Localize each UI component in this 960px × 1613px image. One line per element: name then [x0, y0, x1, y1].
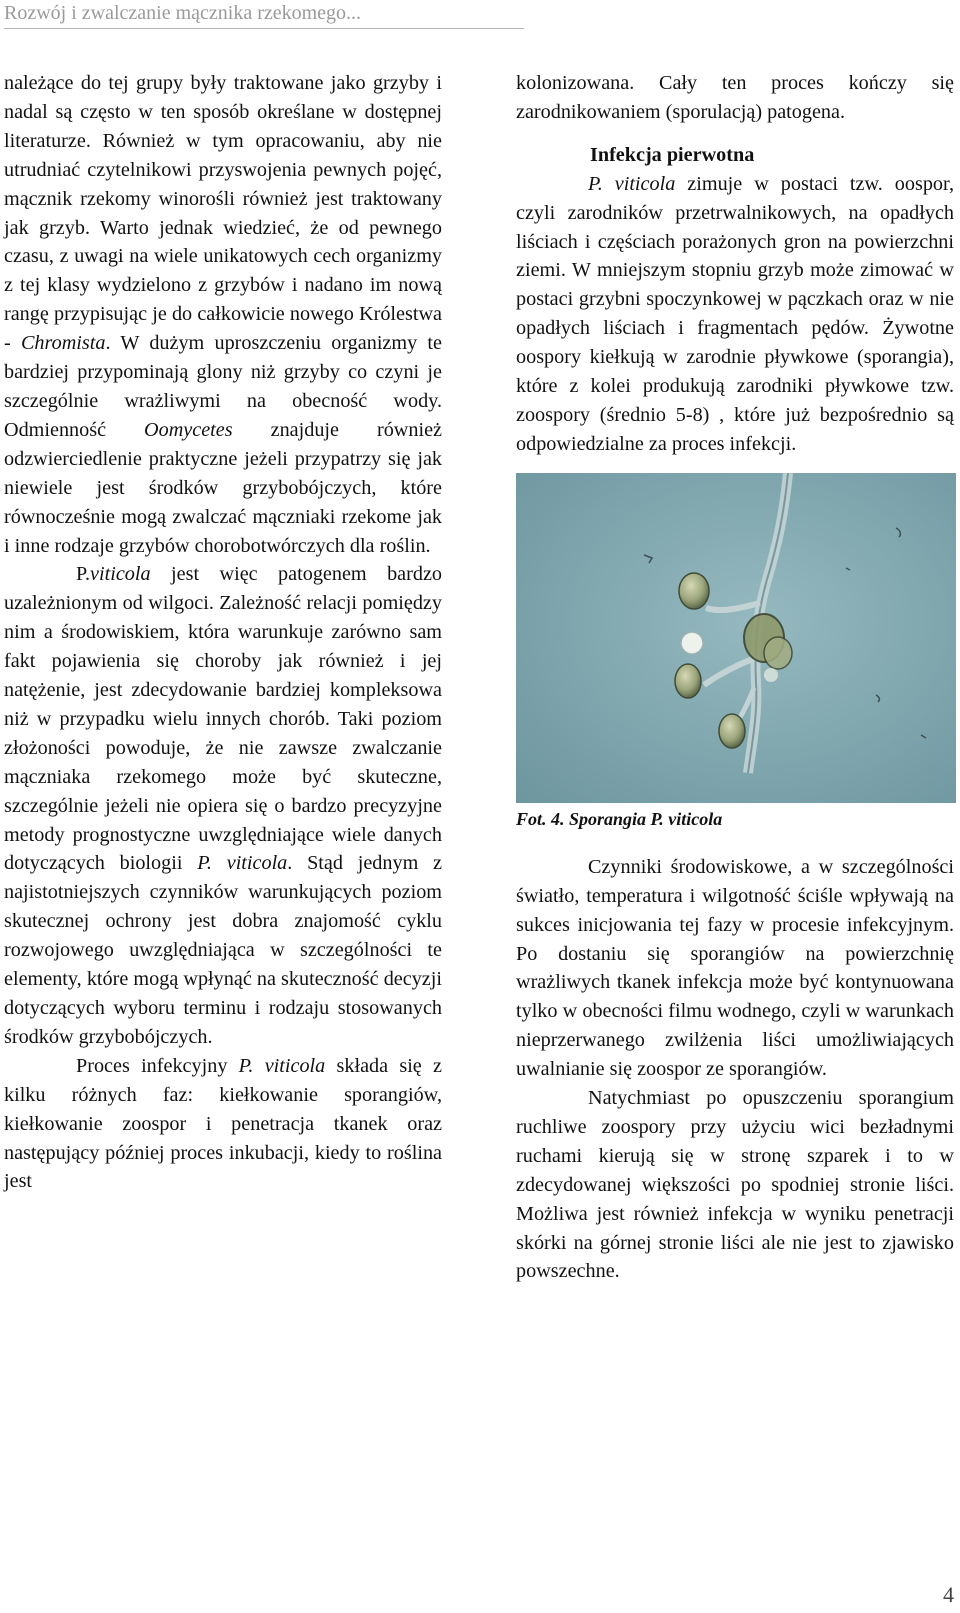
text-run: . W dużym uproszczeniu organizmy te bardziej przypominają glony niż grzyby co czyni je szczególnie wrażliwymi na obecność wody. Odmienność: [4, 332, 442, 441]
figure-caption: Fot. 4. Sporangia P. viticola: [516, 808, 723, 829]
paragraph-zoospores: [516, 1084, 954, 1286]
text-run: znajduje również odzwierciedlenie praktyczne jeżeli przypatrzy się jak niewiele jest środków grzybobójczych, które równocześnie mogą zwalczać mączniaki rzekome jak i inne rodzaje grzybów chorobotwórczych dla roślin.: [4, 418, 442, 557]
italic-term: viticola: [90, 563, 151, 586]
paragraph-overwintering: [516, 170, 954, 459]
text-run: jest więc patogenem bardzo uzależnionym od wilgoci. Zależność relacji pomiędzy nim a środowiskiem, która warunkuje zarówno sam fakt pojawienia się choroby jak również i jej natężenie, jest zdecydowanie bardziej kompleksowa niż w przypadku wielu innych chorób. Taki poziom złożoności powoduje, że nie zawsze zwalczanie mączniaka rzekomego może być skuteczne, szczególnie jeżeli nie opiera się o bardzo precyzyjne metody prognostyczne uwzględniające wiele danych dotyczących biologii: [4, 563, 442, 875]
paragraph-colonization: [516, 69, 954, 127]
text-run: należące do tej grupy były traktowane jako grzyby i nadal są często w ten sposób określane w dostępnej literaturze. Również w tym opracowaniu, aby nie utrudniać czytelnikowi przyswojenia pewnych pojęć, mącznik rzekomy winorośli również jest traktowany jak grzyb. Warto jednak wiedzieć, że od pewnego czasu, z uwagi na wiele unikatowych cech organizmy z tej klasy wydzielono z grzybów i nadano im nową rangę przypisując je do całkowicie nowego Królestwa -: [4, 72, 442, 355]
italic-term: Chromista: [20, 332, 106, 355]
paragraph-intro: [4, 69, 442, 560]
paragraph-infection-process: [4, 1052, 442, 1197]
text-run: Natychmiast po opuszczeniu sporangium ruchliwe zoospory przy użyciu wici bezładnymi ruchami kierują się w stronę szparek i to w zdecydowanej większości po spodniej stronie liści. Możliwa jest również infekcja w wyniku penetracji skórki na górnej stronie liści ale nie jest to zjawisko powszechne.: [516, 1087, 954, 1283]
italic-term: P. viticola: [238, 1054, 326, 1077]
text-run: kolonizowana. Cały ten proces kończy się zarodnikowaniem (sporulacją) patogena.: [516, 72, 954, 123]
text-run: składa się z kilku różnych faz: kiełkowanie sporangiów, kiełkowanie zoospor i penetracja tkanek oraz następujący później proces inkubacji, kiedy to roślina jest: [4, 1054, 442, 1193]
section-heading: Infekcja pierwotna: [590, 143, 755, 166]
text-run: Czynniki środowiskowe, a w szczególności światło, temperatura i wilgotność ściśle wpływają na sukces inicjowania tej fazy w procesie infekcyjnym. Po dostaniu się sporangiów na powierzchnię wrażliwych tkanek infekcja może być kontynuowana tylko w obecności filmu wodnego, czyli w warunkach nieprzerwanego zwilżenia liści umożliwiających uwalnianie się zoospor ze sporangiów.: [516, 855, 954, 1081]
text-run: zimuje w postaci tzw. oospor, czyli zarodników przetrwalnikowych, na opadłych liściach i częściach porażonych gron na powierzchni ziemi. W mniejszym stopniu grzyb może zimować w postaci grzybni spoczynkowej w pączkach oraz w nie opadłych liściach i fragmentach pędów. Żywotne oospory kiełkują w zarodnie pływkowe (sporangia), które z kolei produkują zarodniki pływkowe tzw. zoospory (średnio 5-8) , które już bezpośrednio są odpowiedzialne za proces infekcji.: [516, 172, 954, 455]
paragraph-dependence: [4, 560, 442, 1051]
text-run: Proces infekcyjny: [76, 1054, 239, 1077]
text-run: P.: [76, 563, 91, 586]
running-header: Rozwój i zwalczanie mącznika rzekomego...: [4, 0, 524, 29]
italic-term: P. viticola: [588, 172, 676, 195]
italic-term: P. viticola: [197, 852, 288, 875]
right-column: [516, 69, 954, 1286]
sporangia-photo: [516, 473, 956, 803]
left-column: [4, 69, 442, 1196]
page-number: 4: [943, 1582, 954, 1607]
text-run: . Stąd jednym z najistotniejszych czynników warunkujących poziom skutecznej ochrony jest dobra znajomość cyklu rozwojowego uwzględniająca w szczególności te elementy, które mogą wpłynąć na skuteczność decyzji dotyczących wyboru terminu i rodzaju stosowanych środków grzybobójczych.: [4, 852, 442, 1048]
paragraph-environment: [516, 853, 954, 1084]
italic-term: Oomycetes: [144, 418, 233, 441]
